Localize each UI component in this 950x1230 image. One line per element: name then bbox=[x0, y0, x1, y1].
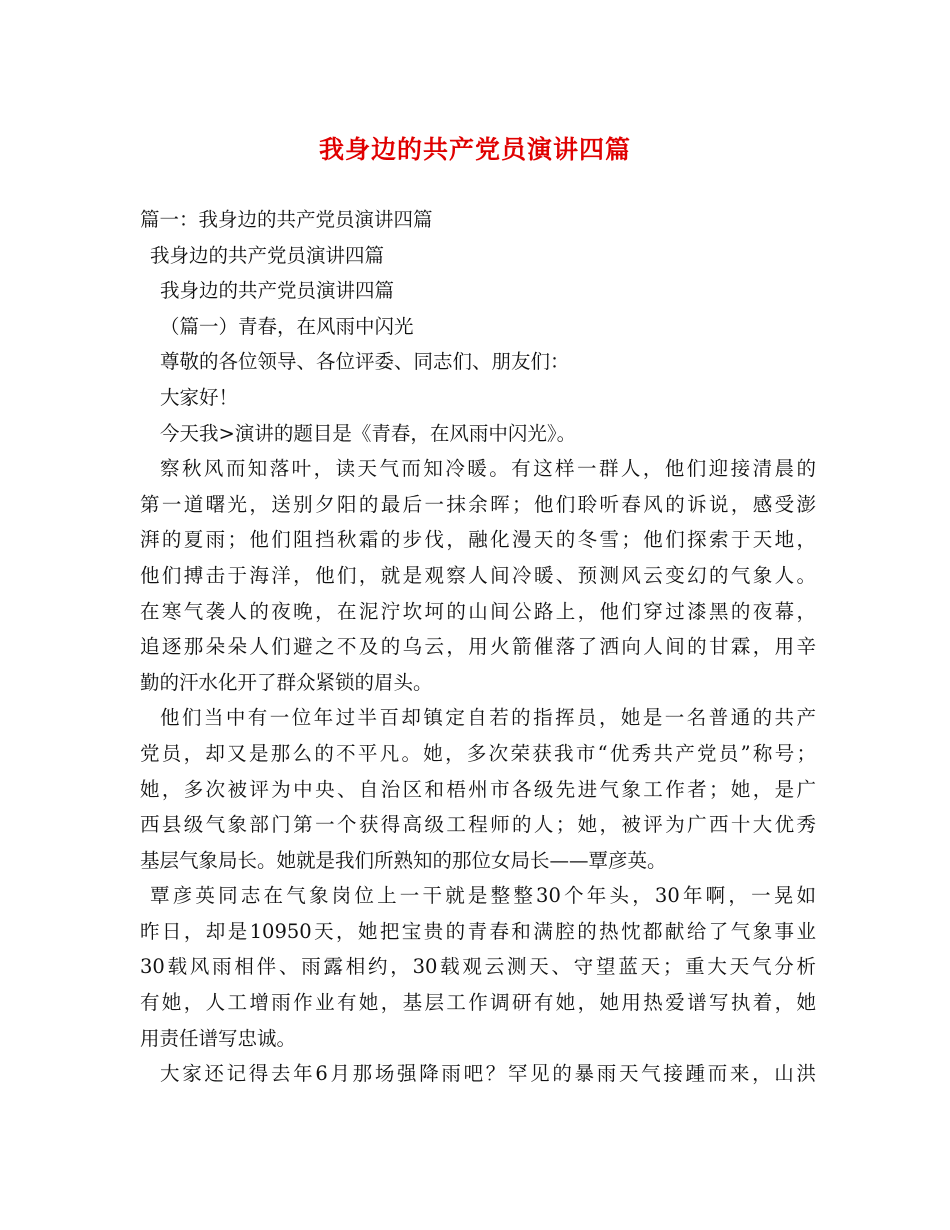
text-line: 用责任谱写忠诚。 bbox=[140, 1026, 297, 1050]
text-line: （篇一）青春，在风雨中闪光 bbox=[160, 314, 414, 338]
text-line: 察秋风而知落叶，读天气而知冷暖。有这样一群人，他们迎接清晨的 bbox=[160, 457, 816, 481]
text-line: 他们当中有一位年过半百却镇定自若的指挥员，她是一名普通的共产 bbox=[160, 706, 816, 730]
text-line: 昨日，却是10950天，她把宝贵的青春和满腔的热忱都献给了气象事业 bbox=[140, 919, 816, 943]
text-line: 第一道曙光，送别夕阳的最后一抹余晖；他们聆听春风的诉说，感受澎 bbox=[140, 492, 816, 516]
text-line: 他们搏击于海洋，他们，就是观察人间冷暖、预测风云变幻的气象人。 bbox=[140, 563, 816, 587]
text-line: 党员，却又是那么的不平凡。她，多次荣获我市“优秀共产党员”称号； bbox=[140, 741, 816, 765]
text-line: 尊敬的各位领导、各位评委、同志们、朋友们： bbox=[160, 350, 570, 374]
text-line: 大家还记得去年6月那场强降雨吧？罕见的暴雨天气接踵而来，山洪 bbox=[160, 1062, 816, 1086]
text-line: 我身边的共产党员演讲四篇 bbox=[160, 279, 395, 303]
text-line: 追逐那朵朵人们避之不及的乌云，用火箭催落了洒向人间的甘霖，用辛 bbox=[140, 635, 816, 659]
text-line: 基层气象局长。她就是我们所熟知的那位女局长——覃彦英。 bbox=[140, 848, 667, 872]
document-title: 我身边的共产党员演讲四篇 bbox=[318, 135, 631, 164]
text-line: 有她，人工增雨作业有她，基层工作调研有她，她用热爱谱写执着，她 bbox=[140, 991, 816, 1015]
text-line: 我身边的共产党员演讲四篇 bbox=[150, 243, 385, 267]
text-line: 大家好！ bbox=[160, 385, 239, 409]
text-line: 湃的夏雨；他们阻挡秋霜的步伐，融化漫天的冬雪；他们探索于天地， bbox=[140, 528, 816, 552]
text-line: 篇一：我身边的共产党员演讲四篇 bbox=[140, 208, 433, 231]
text-line: 在寒气袭人的夜晚，在泥泞坎坷的山间公路上，他们穿过漆黑的夜幕， bbox=[140, 599, 816, 623]
text-line: 西县级气象部门第一个获得高级工程师的人；她，被评为广西十大优秀 bbox=[140, 813, 816, 837]
text-line: 30载风雨相伴、雨露相约，30载观云测天、守望蓝天；重大天气分析 bbox=[140, 955, 816, 979]
text-line: 覃彦英同志在气象岗位上一干就是整整30个年头，30年啊，一晃如 bbox=[150, 884, 816, 908]
document-body bbox=[140, 202, 816, 1092]
text-line: 今天我>演讲的题目是《青春，在风雨中闪光》。 bbox=[160, 421, 577, 445]
text-line: 勤的汗水化开了群众紧锁的眉头。 bbox=[140, 670, 433, 694]
text-line: 她，多次被评为中央、自治区和梧州市各级先进气象工作者；她，是广 bbox=[140, 777, 816, 801]
